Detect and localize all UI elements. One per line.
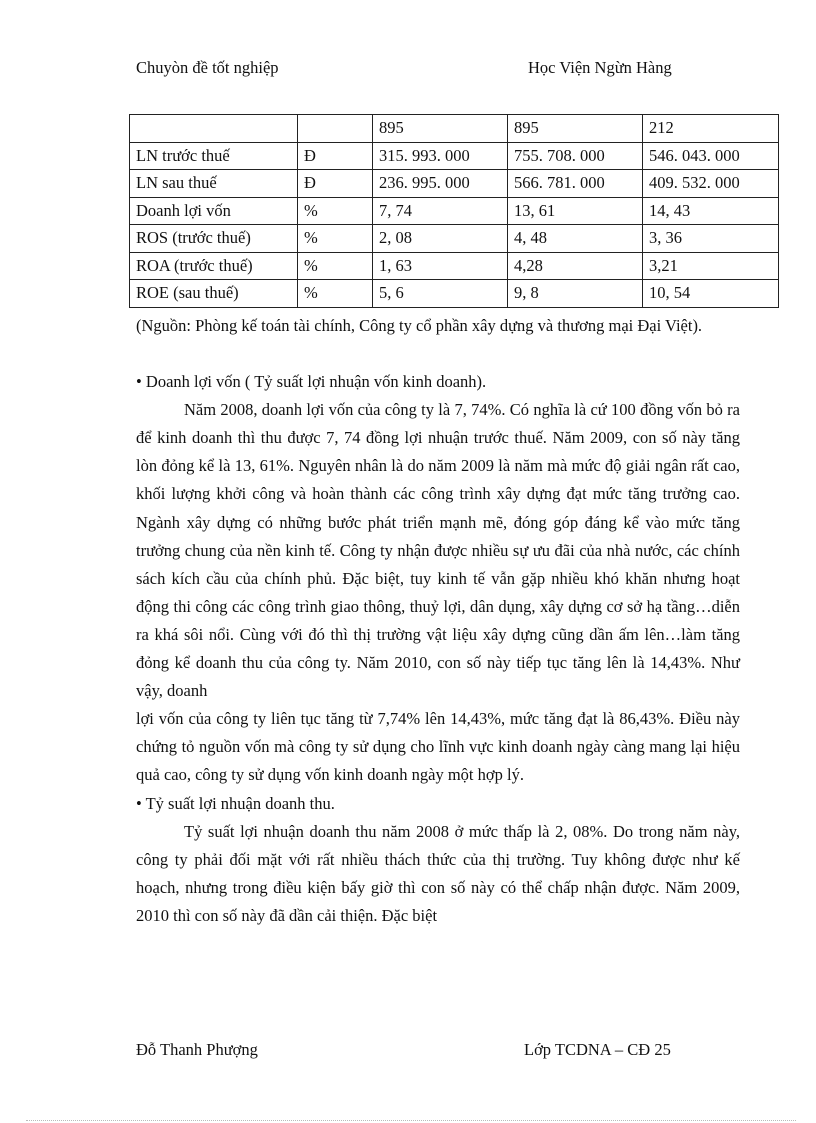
table-cell: 546. 043. 000: [643, 142, 779, 170]
footer-author: Đỗ Thanh Phượng: [136, 1040, 258, 1059]
table-cell: 409. 532. 000: [643, 170, 779, 198]
table-cell: 3, 36: [643, 225, 779, 253]
table-row: [130, 115, 779, 143]
page-bottom-rule: [26, 1120, 796, 1121]
table-cell: LN sau thuế: [130, 170, 298, 198]
table-cell: 5, 6: [373, 280, 508, 308]
financial-ratios-table: [129, 114, 779, 308]
table-cell: %: [298, 225, 373, 253]
table-cell: 755. 708. 000: [508, 142, 643, 170]
section-heading-return-on-sales: • Tỷ suất lợi nhuận doanh thu.: [136, 793, 335, 813]
page-header: [136, 58, 696, 78]
header-thesis-title: Chuyòn đề tốt nghiệp: [136, 58, 279, 77]
table-cell: 14, 43: [643, 197, 779, 225]
table-cell: ROA (trước thuế): [130, 252, 298, 280]
table-cell: Đ: [298, 142, 373, 170]
table-row: [130, 142, 779, 170]
table-cell: Doanh lợi vốn: [130, 197, 298, 225]
table-cell: %: [298, 280, 373, 308]
table-row: [130, 280, 779, 308]
table-cell: 10, 54: [643, 280, 779, 308]
table-cell: 4, 48: [508, 225, 643, 253]
table-cell: 315. 993. 000: [373, 142, 508, 170]
table-cell: ROE (sau thuế): [130, 280, 298, 308]
paragraph-return-on-sales: Tỷ suất lợi nhuận doanh thu năm 2008 ở mức thấp là 2, 08%. Do trong năm này, công ty phải đối mặt với rất nhiều thách thức của thị trường. Tuy không được như kế hoạch, nhưng trong điều kiện bấy giờ thì con số này có thể chấp nhận được. Năm 2009, 2010 thì con số này đã dần cải thiện. Đặc biệt: [136, 821, 740, 925]
table-cell: ROS (trước thuế): [130, 225, 298, 253]
header-institution: Học Viện Ngừn Hàng: [528, 58, 672, 77]
table-cell: 7, 74: [373, 197, 508, 225]
table-row: [130, 252, 779, 280]
table-cell: 1, 63: [373, 252, 508, 280]
table-cell: 895: [373, 115, 508, 143]
table-cell: [130, 115, 298, 143]
table-cell: Đ: [298, 170, 373, 198]
document-body: [136, 312, 740, 930]
table-cell: 236. 995. 000: [373, 170, 508, 198]
table-cell: 13, 61: [508, 197, 643, 225]
source-note: (Nguồn: Phòng kế toán tài chính, Công ty cổ phần xây dựng và thương mại Đại Việt).: [136, 316, 703, 335]
table-body: [130, 115, 779, 308]
page-footer: [136, 1040, 696, 1060]
table-row: [130, 225, 779, 253]
footer-class: Lớp TCDNA – CĐ 25: [524, 1040, 671, 1059]
table-cell: %: [298, 252, 373, 280]
table-row: [130, 197, 779, 225]
spacer: [136, 340, 740, 368]
section-heading-return-on-capital: • Doanh lợi vốn ( Tỷ suất lợi nhuận vốn kinh doanh).: [136, 372, 487, 392]
table-cell: 2, 08: [373, 225, 508, 253]
table-cell: 212: [643, 115, 779, 143]
table-cell: 4,28: [508, 252, 643, 280]
table-row: [130, 170, 779, 198]
table-cell: 3,21: [643, 252, 779, 280]
table-cell: 9, 8: [508, 280, 643, 308]
table-cell: 566. 781. 000: [508, 170, 643, 198]
paragraph-return-on-capital-continued: lợi vốn của công ty liên tục tăng từ 7,74% lên 14,43%, mức tăng đạt là 86,43%. Điều này chứng tỏ nguồn vốn mà công ty sử dụng cho lĩnh vực kinh doanh ngày càng mang lại hiệu quả cao, công ty sử dụng vốn kinh doanh ngày một hợp lý.: [136, 709, 740, 785]
table-cell: LN trước thuế: [130, 142, 298, 170]
table-cell: 895: [508, 115, 643, 143]
paragraph-return-on-capital: Năm 2008, doanh lợi vốn của công ty là 7, 74%. Có nghĩa là cứ 100 đồng vốn bỏ ra để kinh doanh thì thu được 7, 74 đồng lợi nhuận trước thuế. Năm 2009, con số này tăng lòn đỏng kể là 13, 61%. Nguyên nhân là do năm 2009 là năm mà mức độ giải ngân rất cao, khối lượng khởi công và hoàn thành các công trình xây dựng đạt mức tăng trưởng cao. Ngành xây dựng có những bước phát triển mạnh mẽ, đóng góp đáng kể vào mức tăng trưởng chung của nền kinh tế. Công ty nhận được nhiều sự ưu đãi của nhà nước, các chính sách kích cầu của chính phủ. Đặc biệt, tuy kinh tế vẫn gặp nhiều khó khăn nhưng hoạt động thi công các công trình giao thông, thuỷ lợi, dân dụng, xây dựng cơ sở hạ tầng…diễn ra khá sôi nổi. Cùng với đó thì thị trường vật liệu xây dựng cũng dần ấm lên…làm tăng đỏng kể doanh thu của công ty. Năm 2010, con số này tiếp tục tăng lên là 14,43%. Như vậy, doanh: [136, 400, 740, 701]
table-cell: %: [298, 197, 373, 225]
table-cell: [298, 115, 373, 143]
